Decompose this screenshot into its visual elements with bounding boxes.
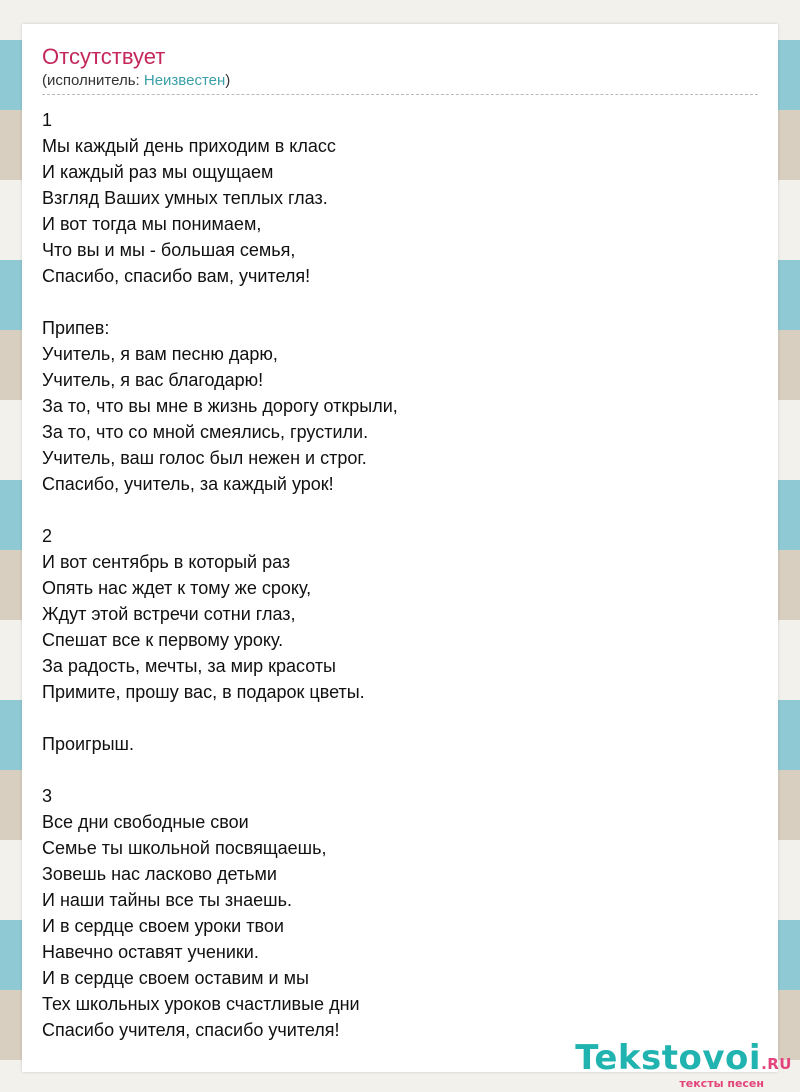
header-divider [42,94,758,95]
lyric-line: Мы каждый день приходим в класс [42,136,336,156]
logo-name: Tekstovoi [575,1038,762,1078]
interlude-label: Проигрыш. [42,734,134,754]
lyric-line: За то, что вы мне в жизнь дорогу открыли, [42,396,398,416]
lyric-line: И в сердце своем уроки твои [42,916,284,936]
blank-line [42,289,742,315]
lyric-line: Спасибо, учитель, за каждый урок! [42,474,334,494]
blank-line [42,757,742,783]
artist-line [42,72,230,89]
lyric-line: Учитель, я вас благодарю! [42,370,264,390]
lyric-line: Спасибо учителя, спасибо учителя! [42,1020,340,1040]
lyric-line: Учитель, я вам песню дарю, [42,344,278,364]
lyric-line: И вот тогда мы понимаем, [42,214,262,234]
blank-line [42,705,742,731]
blank-line [42,497,742,523]
lyric-line: Семье ты школьной посвящаешь, [42,838,327,858]
lyric-line: За то, что со мной смеялись, грустили. [42,422,369,442]
lyric-line: Все дни свободные свои [42,812,249,832]
lyric-line: Ждут этой встречи сотни глаз, [42,604,296,624]
artist-suffix: ) [225,72,231,89]
lyric-line: Спешат все к первому уроку. [42,630,284,650]
verse-number: 2 [42,526,53,546]
lyric-line: Учитель, ваш голос был нежен и строг. [42,448,367,468]
artist-link[interactable]: Неизвестен [143,72,226,89]
lyrics-body [42,107,742,1043]
lyric-line: И вот сентябрь в который раз [42,552,291,572]
lyric-line: Опять нас ждет к тому же сроку, [42,578,312,598]
lyric-line: И в сердце своем оставим и мы [42,968,309,988]
verse-number: 3 [42,786,53,806]
logo-tagline: тексты песен [679,1077,764,1090]
lyric-line: Тех школьных уроков счастливые дни [42,994,360,1014]
lyric-line: Что вы и мы - большая семья, [42,240,296,260]
logo-domain: .RU [761,1055,792,1073]
lyric-line: Спасибо, спасибо вам, учителя! [42,266,311,286]
logo-wordmark [575,1040,792,1082]
chorus-heading: Припев: [42,318,110,338]
lyric-line: Взгляд Ваших умных теплых глаз. [42,188,328,208]
lyric-line: Зовешь нас ласково детьми [42,864,277,884]
artist-prefix: (исполнитель: [42,72,144,89]
lyric-line: Навечно оставят ученики. [42,942,259,962]
lyric-line: 1 [42,110,53,130]
lyric-line: Примите, прошу вас, в подарок цветы. [42,682,365,702]
site-logo[interactable] [575,1040,792,1090]
lyrics-sheet [22,24,778,1072]
song-title: Отсутствует [42,44,166,69]
lyric-line: И каждый раз мы ощущаем [42,162,274,182]
lyric-line: За радость, мечты, за мир красоты [42,656,336,676]
lyric-line: И наши тайны все ты знаешь. [42,890,292,910]
